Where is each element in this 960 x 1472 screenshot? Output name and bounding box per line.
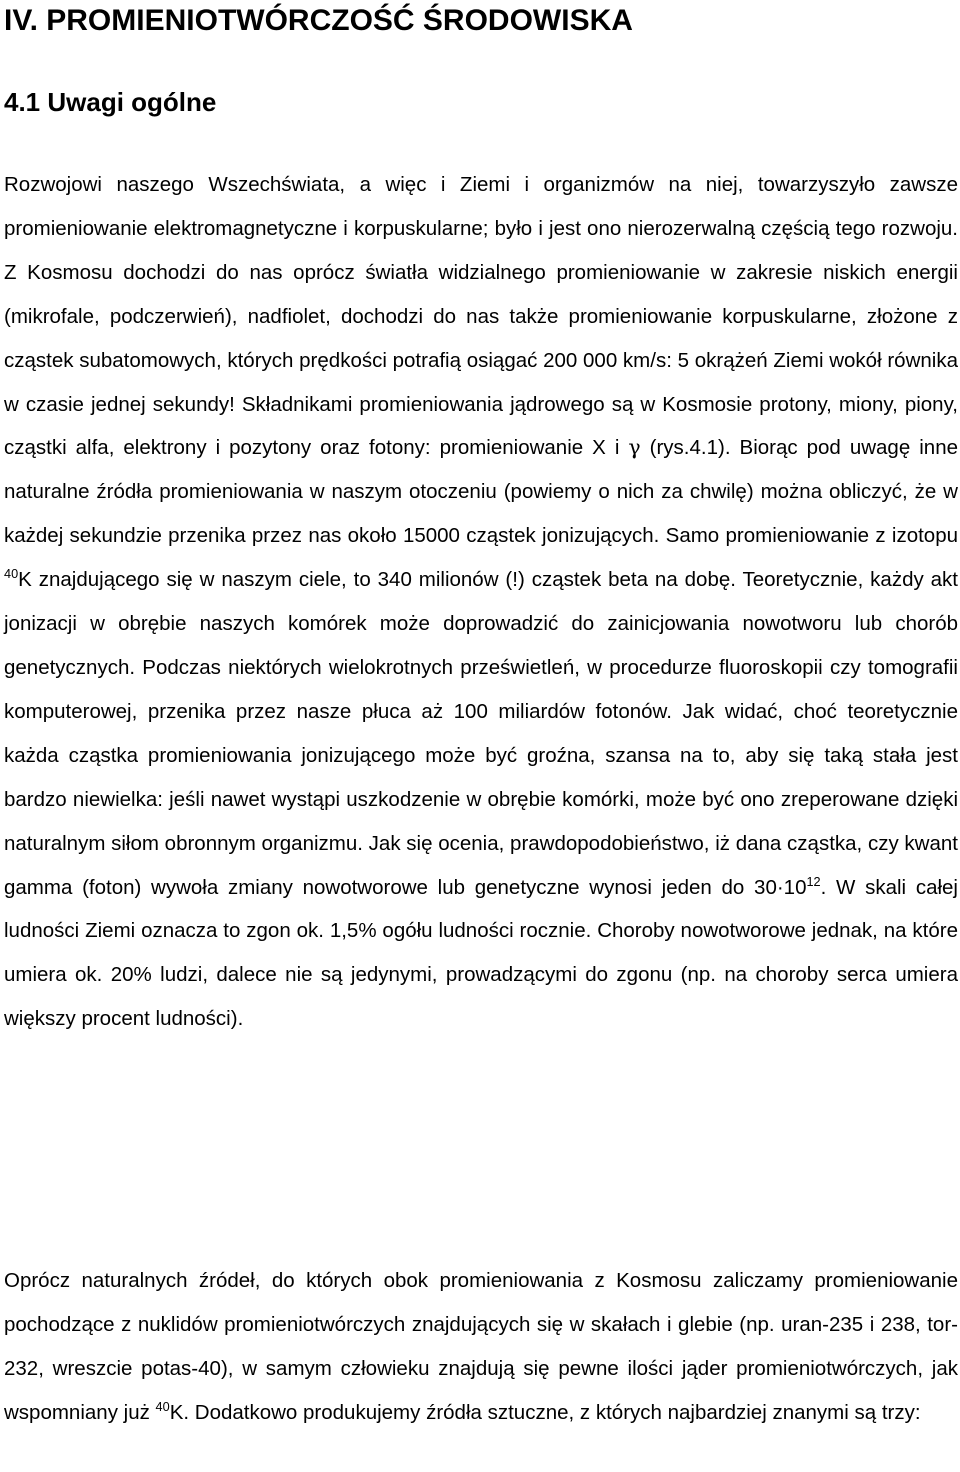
isotope-symbol: K — [169, 1400, 184, 1424]
isotope-mass-number: 40 — [155, 1398, 170, 1414]
exponent: 12 — [806, 873, 821, 889]
paragraph-text: Oprócz naturalnych źródeł, do których obok promieniowania z Kosmosu zaliczamy promieniowanie pochodzące z nuklidów promieniotwórczych znajdujących się w skałach i glebie (np. uran-235 i 238, tor-232, wreszcie potas-40), w samym człowieku znajdują się pewne ilości jąder promieniotwórczych, jak wspomniany już — [4, 1269, 958, 1424]
paragraph-text: Rozwojowi naszego Wszechświata, a więc i Ziemi i organizmów na niej, towarzyszyło zawsze promieniowanie elektromagnetyczne i korpuskularne; było i jest ono nierozerwalną częścią tego rozwoju. Z Kosmosu dochodzi do nas oprócz światła widzialnego promieniowanie w zakresie niskich energii (mikrofale, podczerwień), nadfiolet, dochodzi do nas także promieniowanie korpuskularne, złożone z cząstek subatomowych, których prędkości potrafią osiągać 200 000 km/s: 5 okrążeń Ziemi wokół równika w czasie jednej sekundy! Składnikami promieniowania jądrowego są w Kosmosie protony, miony, piony, cząstki alfa, elektrony i pozytony oraz fotony: promieniowanie X i — [4, 173, 958, 460]
paragraph-text: (rys.4.1). Biorąc pod uwagę inne naturalne źródła promieniowania w naszym otoczeniu (powiemy o nich za chwilę) można obliczyć, że w każdej sekundzie przenika przez nas około 15000 cząstek jonizujących. Samo promieniowanie z izotopu — [4, 436, 958, 548]
paragraph-text: . W skali całej ludności Ziemi oznacza to zgon ok. 1,5% ogółu ludności rocznie. Choroby nowotworowe jednak, na które umiera ok. 20% ludzi, dalece nie są jedynymi, prowadzącymi do zgonu (np. na choroby serca umiera większy procent ludności). — [4, 875, 958, 1031]
isotope-symbol: K — [18, 568, 32, 592]
paragraph-general-remarks — [4, 163, 958, 1041]
paragraph-natural-sources — [4, 1259, 958, 1435]
isotope-mass-number: 40 — [4, 566, 19, 582]
section-title: 4.1 Uwagi ogólne — [4, 87, 217, 117]
paragraph-text: znajdującego się w naszym ciele, to 340 milionów (!) cząstek beta na dobę. Teoretycznie, każdy akt jonizacji w obrębie naszych komórek może doprowadzić do zainicjowania nowotworu lub chorób genetycznych. Podczas niektórych wielokrotnych prześwietleń, w procedurze fluoroskopii czy tomografii komputerowej, przenika przez nasze płuca aż 100 miliardów fotonów. Jak widać, choć teoretycznie każda cząstka promieniowania jonizującego może być groźna, szansa na to, aby się taką stała jest bardzo niewielka: jeśli nawet wystąpi uszkodzenie w obrębie komórki, może być ono zreperowane dzięki naturalnym siłom obronnym organizmu. Jak się ocenia, prawdopodobieństwo, iż dana cząstka, czy kwant gamma (foton) wywoła zmiany nowotworowe lub genetyczne wynosi jeden do 30·10 — [4, 568, 958, 899]
gamma-symbol: γ — [628, 435, 641, 460]
chapter-title: IV. PROMIENIOTWÓRCZOŚĆ ŚRODOWISKA — [4, 4, 633, 37]
paragraph-text: . Dodatkowo produkujemy źródła sztuczne, z których najbardziej znanymi są trzy: — [183, 1400, 921, 1424]
